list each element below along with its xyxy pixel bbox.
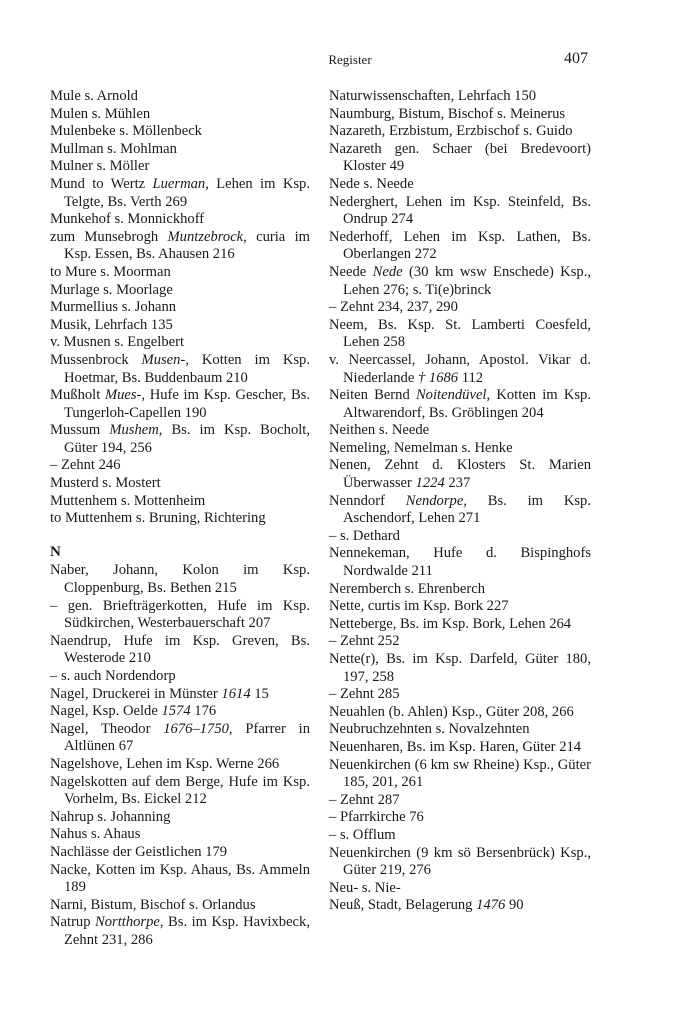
- index-entry: Neuahlen (b. Ahlen) Ksp., Güter 208, 266: [329, 703, 574, 720]
- index-entry: Nachlässe der Geistlichen 179: [50, 843, 228, 860]
- index-column-right: [329, 88, 591, 915]
- index-entry: Nette, curtis im Ksp. Bork 227: [329, 598, 509, 615]
- index-entry: Neuenharen, Bs. im Ksp. Haren, Güter 214: [329, 738, 582, 755]
- index-entry: Mulen s. Mühlen: [50, 105, 151, 122]
- index-entry: Nazareth gen. Schaer (bei Bredevoort) Kloster 49: [329, 140, 591, 175]
- index-entry: Neremberch s. Ehrenberch: [329, 580, 485, 597]
- index-entry: Nagel, Theodor 1676–1750, Pfarrer in Altlünen 67: [50, 720, 311, 755]
- page-number: 407: [564, 50, 588, 67]
- index-entry: Nahrup s. Johanning: [50, 808, 171, 825]
- index-entry: Mußholt Mues-, Hufe im Ksp. Gescher, Bs. Tungerloh-Capellen 190: [50, 387, 311, 421]
- index-entry: Mussenbrock Musen-, Kotten im Ksp. Hoetmar, Bs. Buddenbaum 210: [50, 351, 310, 386]
- index-entry: Nederhoff, Lehen im Ksp. Lathen, Bs. Oberlangen 272: [329, 228, 591, 263]
- index-entry: Nagel, Ksp. Oelde 1574 176: [50, 703, 217, 720]
- index-entry: Nennekeman, Hufe d. Bispinghofs Nordwalde 211: [329, 545, 591, 580]
- index-entry: – s. Offlum: [329, 826, 396, 843]
- index-entry: – gen. Briefträgerkotten, Hufe im Ksp. Südkirchen, Westerbauerschaft 207: [50, 597, 310, 632]
- index-entry: Netteberge, Bs. im Ksp. Bork, Lehen 264: [329, 615, 572, 632]
- index-entry: – Pfarrkirche 76: [329, 809, 424, 826]
- index-entry: Nagel, Druckerei in Münster 1614 15: [50, 685, 269, 702]
- index-entry: Musterd s. Mostert: [50, 475, 161, 492]
- index-entry: Mussum Mushem, Bs. im Ksp. Bocholt, Güter 194, 256: [50, 422, 310, 456]
- index-entry: Mulner s. Möller: [50, 158, 150, 175]
- index-entry: Mulenbeke s. Möllenbeck: [50, 123, 202, 140]
- index-entry: Mule s. Arnold: [50, 88, 138, 104]
- index-entry: – Zehnt 285: [329, 686, 400, 703]
- section-letter: N: [50, 543, 61, 560]
- index-entry: Nederghert, Lehen im Ksp. Steinfeld, Bs. Ondrup 274: [329, 193, 591, 228]
- index-entry: Nette(r), Bs. im Ksp. Darfeld, Güter 180, 197, 258: [329, 651, 591, 685]
- index-entry: Naumburg, Bistum, Bischof s. Meinerus: [329, 105, 566, 122]
- index-entry: Neem, Bs. Ksp. St. Lamberti Coesfeld, Lehen 258: [329, 316, 591, 351]
- index-entry: Musik, Lehrfach 135: [50, 316, 173, 333]
- index-entry: Narni, Bistum, Bischof s. Orlandus: [50, 896, 256, 913]
- index-column-left: [50, 88, 310, 950]
- index-entry: to Muttenhem s. Bruning, Richtering: [50, 510, 266, 527]
- index-entry: Nacke, Kotten im Ksp. Ahaus, Bs. Ammeln 189: [50, 861, 310, 896]
- index-entry: Nemeling, Nemelman s. Henke: [329, 439, 513, 456]
- index-entry: – Zehnt 287: [329, 791, 400, 808]
- index-entry: Natrup Nortthorpe, Bs. im Ksp. Havixbeck, Zehnt 231, 286: [50, 914, 310, 948]
- page-header: [0, 50, 700, 70]
- index-entry: Nede s. Neede: [329, 175, 414, 192]
- index-entry: – s. Dethard: [329, 527, 400, 544]
- index-entry: Nenndorf Nendorpe, Bs. im Ksp. Aschendorf, Lehen 271: [329, 492, 591, 527]
- index-entry: Neede Nede (30 km wsw Enschede) Ksp., Lehen 276; s. Ti(e)brinck: [329, 263, 591, 298]
- index-entry: Neithen s. Neede: [329, 422, 430, 439]
- index-entry: Muttenhem s. Mottenheim: [50, 492, 206, 509]
- index-entry: Neu- s. Nie-: [329, 879, 401, 896]
- index-entry: Nazareth, Erzbistum, Erzbischof s. Guido: [329, 123, 573, 140]
- index-entry: Nagelskotten auf dem Berge, Hufe im Ksp. Vorhelm, Bs. Eickel 212: [50, 773, 310, 808]
- index-entry: Neiten Bernd Noitendüvel, Kotten im Ksp. Altwarendorf, Bs. Gröblingen 204: [329, 387, 591, 421]
- index-entry: Nenen, Zehnt d. Klosters St. Marien Überwasser 1224 237: [329, 457, 591, 492]
- index-entry: Mullman s. Mohlman: [50, 140, 177, 157]
- index-entry: Neuß, Stadt, Belagerung 1476 90: [329, 897, 524, 914]
- index-entry: Neubruchzehnten s. Novalzehnten: [329, 721, 530, 738]
- index-entry: Nagelshove, Lehen im Ksp. Werne 266: [50, 755, 280, 772]
- index-entry: Nahus s. Ahaus: [50, 826, 141, 843]
- index-entry: Murlage s. Moorlage: [50, 281, 173, 298]
- index-entry: to Mure s. Moorman: [50, 263, 171, 280]
- index-entry: Naendrup, Hufe im Ksp. Greven, Bs. Westerode 210: [50, 632, 310, 667]
- running-title: Register: [328, 52, 372, 67]
- index-entry: – s. auch Nordendorp: [50, 668, 176, 684]
- index-entry: zum Munsebrogh Muntzebrock, curia im Ksp. Essen, Bs. Ahausen 216: [50, 228, 310, 263]
- index-entry: v. Neercassel, Johann, Apostol. Vikar d. Niederlande † 1686 112: [329, 351, 591, 386]
- index-entry: Murmellius s. Johann: [50, 299, 177, 316]
- index-entry: Mund to Wertz Luerman, Lehen im Ksp. Telgte, Bs. Verth 269: [50, 175, 310, 210]
- index-entry: Neuenkirchen (9 km sö Bersenbrück) Ksp., Güter 219, 276: [329, 844, 591, 879]
- index-entry: – Zehnt 252: [329, 633, 400, 650]
- index-entry: Naber, Johann, Kolon im Ksp. Cloppenburg, Bs. Bethen 215: [50, 562, 310, 597]
- index-entry: – Zehnt 234, 237, 290: [329, 299, 458, 316]
- index-entry: – Zehnt 246: [50, 457, 121, 474]
- index-entry: Neuenkirchen (6 km sw Rheine) Ksp., Güter 185, 201, 261: [329, 756, 591, 791]
- index-entry: v. Musnen s. Engelbert: [50, 334, 185, 351]
- index-entry: Munkehof s. Monnickhoff: [50, 211, 205, 228]
- index-entry: Naturwissenschaften, Lehrfach 150: [329, 88, 537, 104]
